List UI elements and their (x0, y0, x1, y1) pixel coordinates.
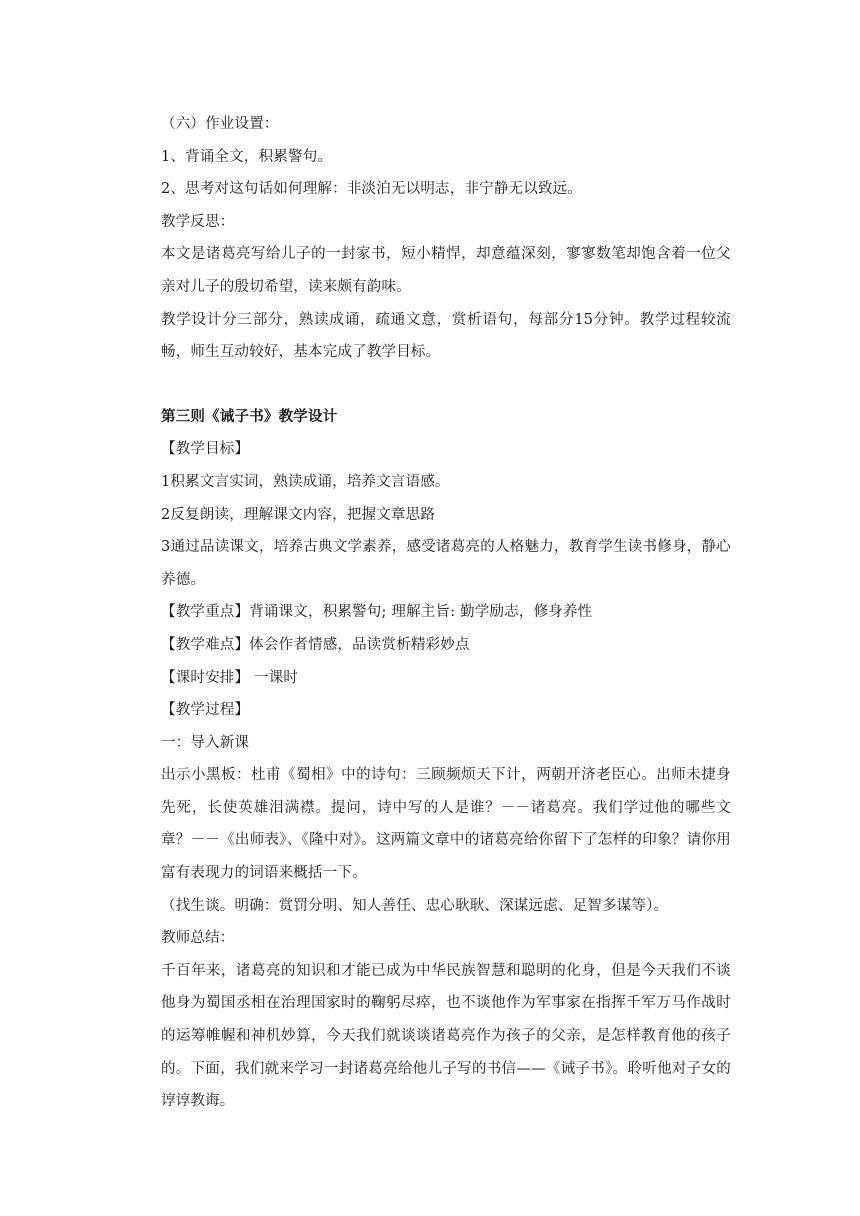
design-heading: 第三则《诫子书》教学设计 (161, 407, 338, 425)
key-points: 【教学重点】背诵课文，积累警句; 理解主旨: 勤学励志，修身养性 (161, 604, 593, 621)
objective-1: 1积累文言实词，熟读成诵，培养文言语感。 (161, 473, 450, 490)
schedule: 【课时安排】 一课时 (161, 669, 299, 686)
homework-item-1: 1、背诵全文，积累警句。 (161, 148, 333, 165)
objective-3: 3通过品读课文，培养古典文学素养，感受诸葛亮的人格魅力，教育学生读书修身，静心养德。 (161, 539, 731, 588)
reflection-paragraph-1-text: 本文是诸葛亮写给儿子的一封家书，短小精悍，却意蕴深刻，寥寥数笔却饱含着一位父亲对儿子的殷切希望，读来颇有韵味。 (161, 246, 731, 295)
document-body (161, 108, 731, 1118)
intro-paragraph: 出示小黑板：杜甫《蜀相》中的诗句：三顾频烦天下计，两朝开济老臣心。出师未捷身先死，长使英雄泪满襟。提问，诗中写的人是谁？－－诸葛亮。我们学过他的哪些文章？－－《出师表》、《隆中对》。这两篇文章中的诸葛亮给你留下了怎样的印象？请你用富有表现力的词语来概括一下。 (161, 767, 731, 882)
reflection-title: 教学反思： (161, 213, 235, 230)
reflection-paragraph-1 (161, 238, 731, 303)
teacher-summary: 千百年来，诸葛亮的知识和才能已成为中华民族智慧和聪明的化身，但是今天我们不谈他身为蜀国丞相在治理国家时的鞠躬尽瘁，也不谈他作为军事家在指挥千军万马作战时的运筹帷幄和神机妙算，今天我们就谈谈诸葛亮作为孩子的父亲，是怎样教育他的孩子的。下面，我们就来学习一封诸葛亮给他儿子写的书信——《诫子书》。聆听他对子女的谆谆教诲。 (161, 962, 731, 1110)
student-answer: （找生谈。明确：赏罚分明、知人善任、忠心耿耿、深谋远虑、足智多谋等）。 (161, 897, 669, 914)
teacher-summary-label: 教师总结： (161, 930, 235, 947)
homework-item-2: 2、思考对这句话如何理解：非淡泊无以明志，非宁静无以致远。 (161, 181, 583, 198)
reflection-paragraph-2-text: 教学设计分三部分，熟读成诵，疏通文意，赏析语句，每部分15分钟。教学过程较流畅，师生互动较好，基本完成了教学目标。 (161, 311, 731, 361)
step-1: 一：导入新课 (161, 734, 250, 751)
difficulties: 【教学难点】体会作者情感，品读赏析精彩妙点 (161, 636, 470, 653)
reflection-paragraph-2 (161, 304, 731, 369)
process-label: 【教学过程】 (161, 702, 250, 719)
objectives-label: 【教学目标】 (161, 441, 250, 458)
objective-2: 2反复朗读，理解课文内容，把握文章思路 (161, 506, 436, 523)
section-six-title: （六）作业设置： (161, 116, 279, 132)
